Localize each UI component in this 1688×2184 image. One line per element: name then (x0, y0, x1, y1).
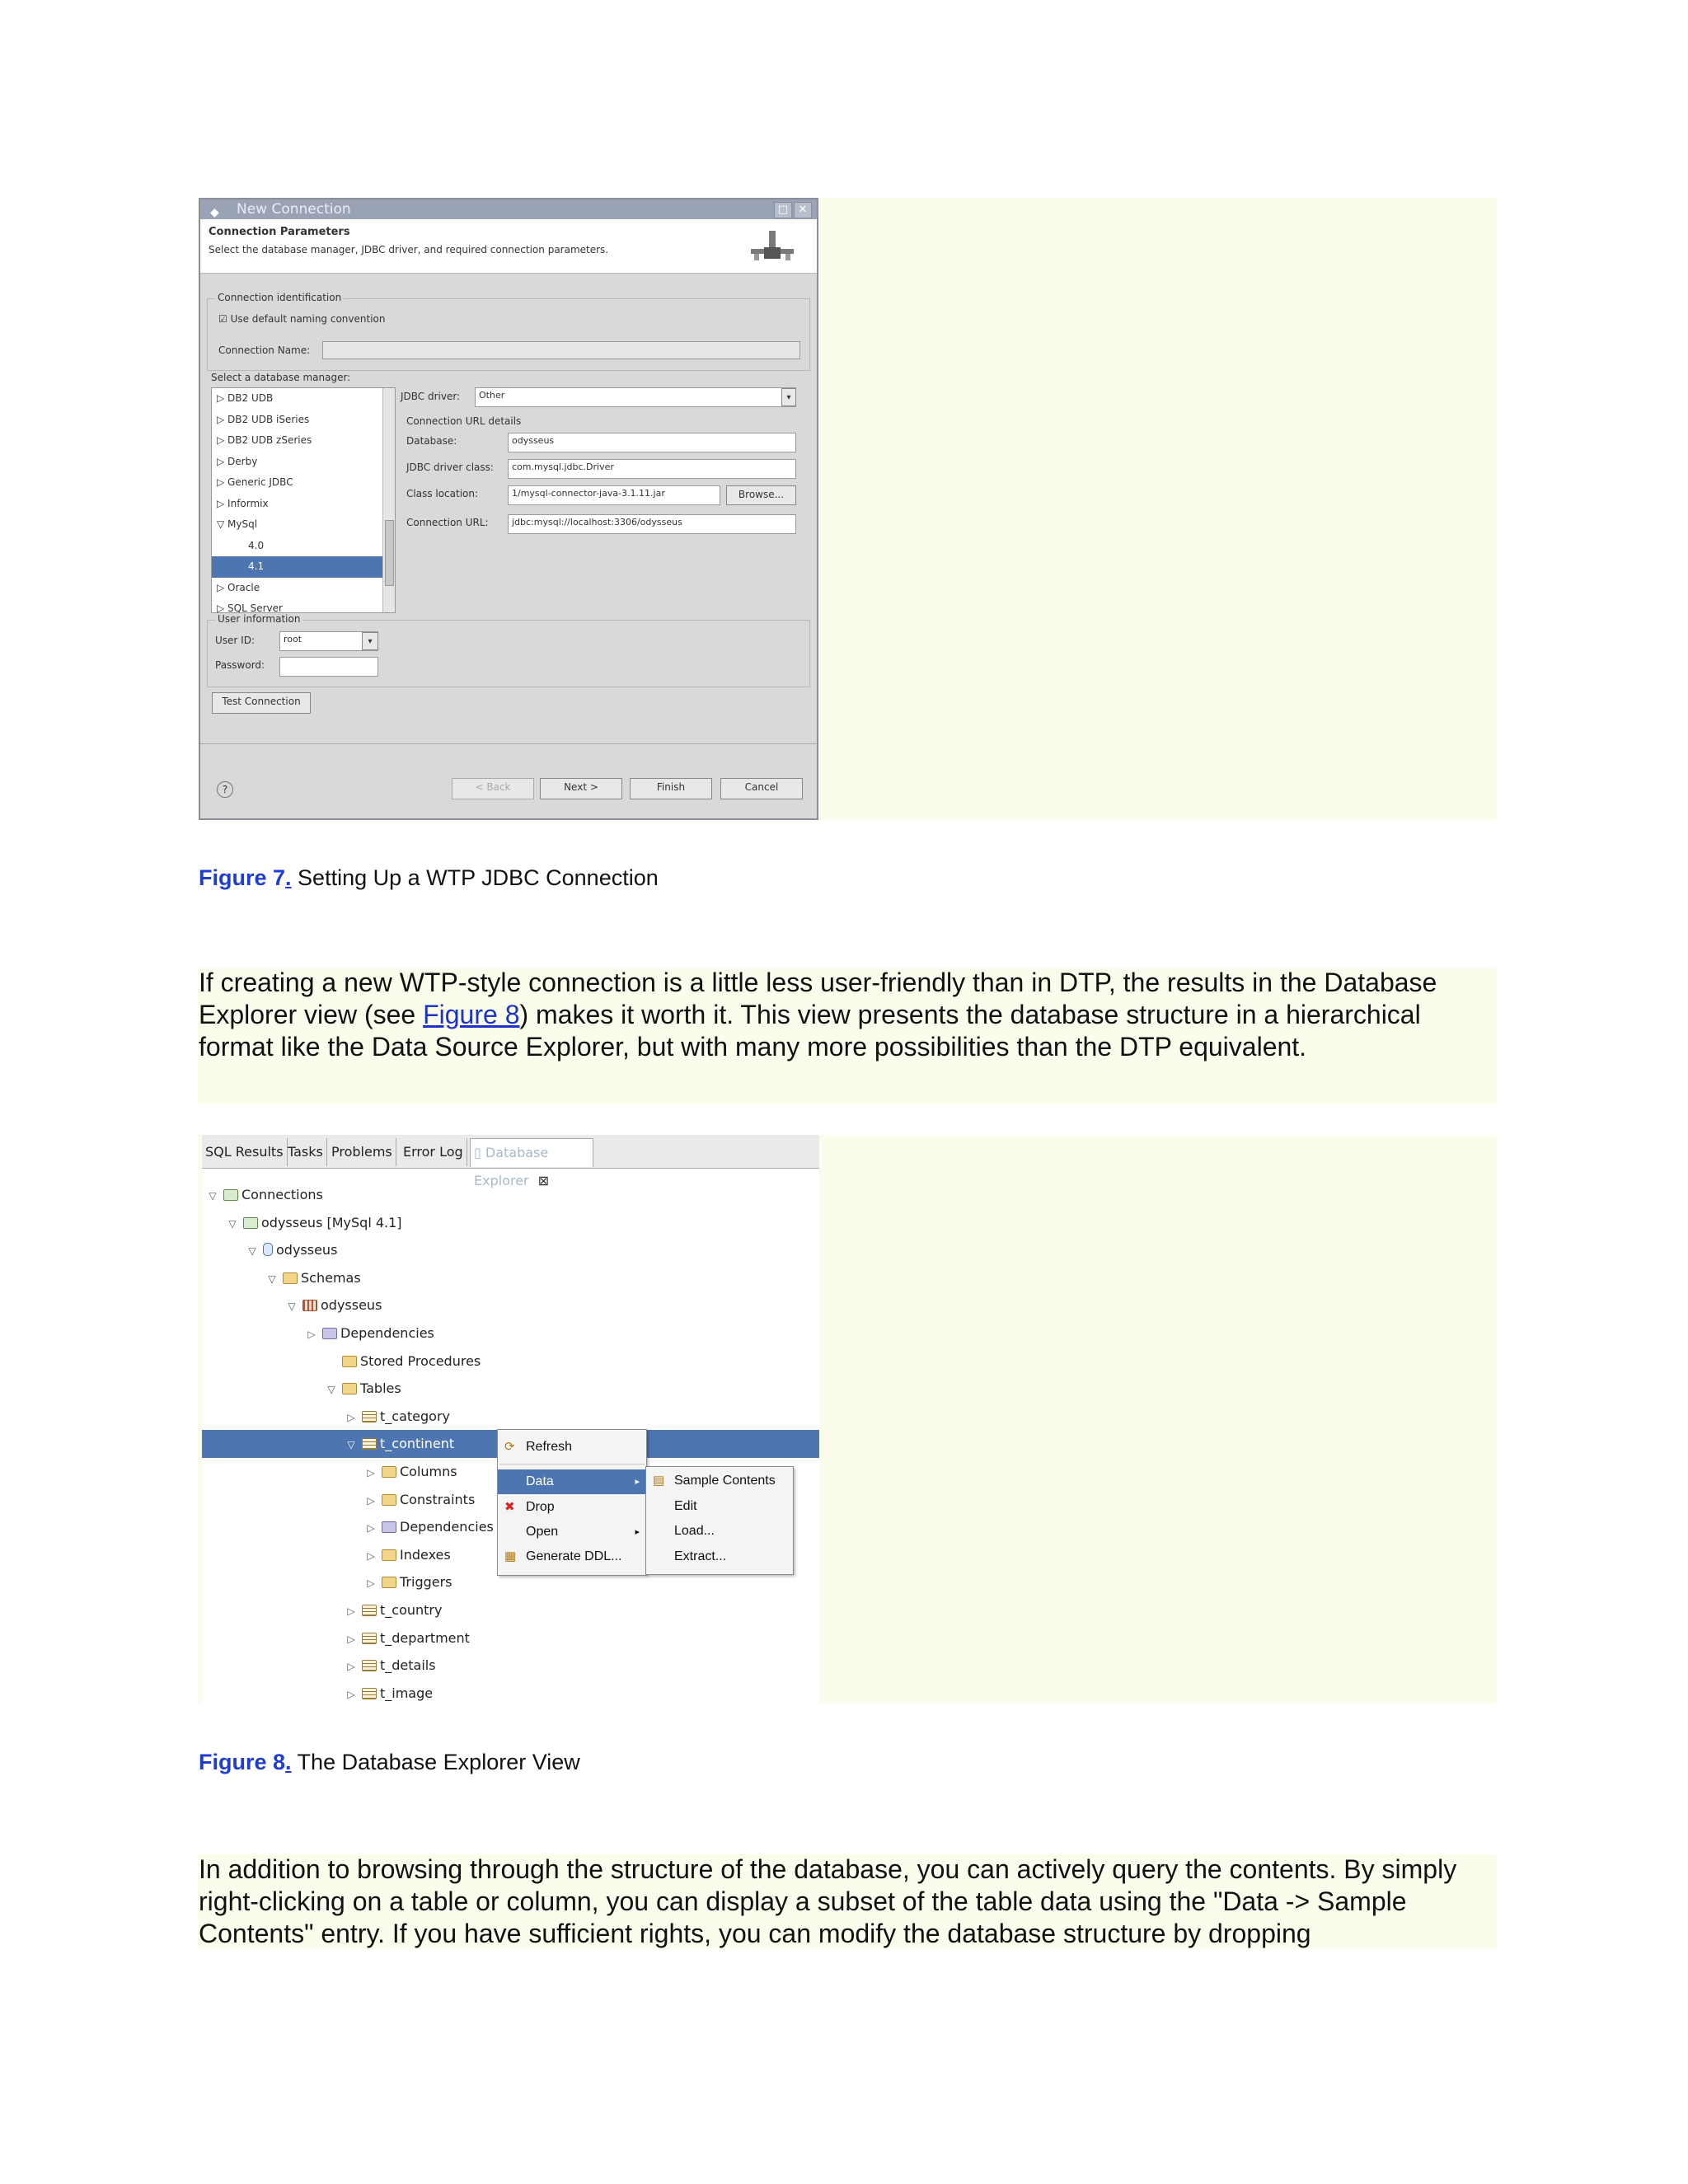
class-location-field[interactable]: 1/mysql-connector-java-3.1.11.jar (508, 485, 720, 505)
folder-icon (342, 1383, 357, 1394)
expand-closed-icon[interactable]: ▷ (367, 1549, 375, 1562)
table-icon (362, 1411, 377, 1422)
tree-row-label: t_image (380, 1685, 434, 1701)
schema-icon (302, 1300, 317, 1311)
expand-closed-icon[interactable]: ▷ (367, 1494, 375, 1507)
pfolder-icon (322, 1328, 337, 1339)
header-description: Select the database manager, JDBC driver, and required connection parameters. (209, 244, 609, 255)
menu-item-label: Drop (526, 1500, 555, 1514)
tree-row[interactable] (202, 1291, 819, 1319)
database-field[interactable]: odysseus (508, 433, 796, 452)
view-tab-bar (202, 1135, 819, 1188)
paragraph1-text-before: If creating a new WTP-style connection is a little less user-friendly than in DTP, the results in the Database Explorer view (see (199, 968, 1437, 1029)
tab-close-icon[interactable]: ⊠ (537, 1173, 550, 1188)
expand-closed-icon[interactable]: ▷ (367, 1467, 375, 1479)
connection-name-field[interactable] (322, 341, 800, 359)
expand-closed-icon[interactable]: ▷ (347, 1661, 355, 1673)
tree-row-label: Dependencies (400, 1519, 494, 1535)
tree-row[interactable] (202, 1319, 819, 1347)
tree-row-label: odysseus (321, 1297, 382, 1314)
figure8-caption-text: The Database Explorer View (291, 1750, 580, 1774)
menu-item-edit[interactable] (646, 1494, 793, 1519)
figure7-caption-link[interactable]: . (285, 865, 292, 890)
back-button[interactable]: < Back (452, 778, 534, 799)
table-icon (362, 1633, 377, 1644)
class-location-label: Class location: (406, 488, 479, 499)
db-manager-tree[interactable] (211, 387, 396, 613)
expand-open-icon[interactable]: ▽ (327, 1384, 335, 1396)
data-submenu (645, 1466, 794, 1575)
tree-item-mysql[interactable]: ▽ MySql (217, 518, 258, 530)
database-explorer-screenshot (202, 1135, 819, 1704)
expand-closed-icon[interactable]: ▷ (347, 1605, 355, 1617)
tree-row[interactable] (202, 1596, 819, 1624)
tree-row[interactable] (202, 1652, 819, 1680)
button-bar-divider (200, 743, 817, 744)
folder-icon (382, 1494, 396, 1506)
expand-closed-icon[interactable]: ▷ (307, 1329, 316, 1340)
select-db-label: Select a database manager: (211, 372, 351, 383)
password-field[interactable] (279, 657, 378, 677)
menu-item-label: Load... (674, 1524, 715, 1538)
menu-item-drop[interactable] (498, 1495, 646, 1520)
tree-row[interactable] (202, 1403, 819, 1431)
tree-row-label: Columns (400, 1464, 457, 1479)
folder-icon (382, 1577, 396, 1588)
menu-item-label: Generate DDL... (526, 1549, 622, 1563)
folder-icon (342, 1356, 357, 1367)
tree-item-mysql-40[interactable]: 4.0 (248, 539, 265, 551)
url-details-label: Connection URL details (406, 415, 522, 427)
table-icon (362, 1605, 377, 1616)
driver-class-field[interactable]: com.mysql.jdbc.Driver (508, 459, 796, 479)
tree-row[interactable] (202, 1209, 819, 1237)
connection-identification-group (207, 298, 810, 371)
tree-item-db2-zseries[interactable]: ▷ DB2 UDB zSeries (217, 434, 312, 446)
table-icon (362, 1438, 377, 1450)
expand-open-icon[interactable]: ▽ (228, 1217, 237, 1230)
menu-item-extract[interactable] (646, 1544, 793, 1569)
menu-item-open[interactable] (498, 1520, 646, 1544)
tree-row-label: Stored Procedures (360, 1352, 481, 1369)
maximize-icon[interactable]: □ (774, 202, 792, 218)
pfolder-icon (382, 1521, 396, 1533)
refresh-icon: ⟳ (504, 1440, 515, 1454)
tree-row-label: Schemas (301, 1269, 361, 1286)
figure8-link[interactable]: Figure 8 (423, 1000, 520, 1029)
dialog-title: New Connection (237, 201, 351, 218)
figure7-caption (199, 865, 659, 891)
tree-row-label: t_continent (380, 1436, 455, 1452)
tree-row[interactable] (202, 1347, 819, 1376)
checkbox-icon: ☑ (218, 313, 231, 325)
context-menu (497, 1429, 647, 1576)
menu-item-label: Edit (674, 1498, 697, 1513)
tree-item-generic-jdbc[interactable]: ▷ Generic JDBC (217, 476, 293, 488)
conn-icon (223, 1189, 238, 1201)
tree-row-label: t_category (380, 1408, 450, 1424)
expand-closed-icon[interactable]: ▷ (367, 1577, 375, 1590)
submenu-arrow-icon: ▸ (635, 1477, 640, 1487)
figure7-caption-prefix: Figure 7 (199, 865, 286, 890)
tree-row-label: t_country (380, 1602, 443, 1618)
tab-tasks[interactable]: Tasks (284, 1138, 327, 1166)
plug-icon (749, 229, 795, 264)
folder-icon (382, 1549, 396, 1561)
tree-row-label: Dependencies (340, 1325, 434, 1341)
expand-closed-icon[interactable]: ▷ (347, 1688, 355, 1700)
tree-row-label: Connections (241, 1187, 323, 1202)
table-icon (362, 1688, 377, 1699)
paragraph1-text-after: ) makes it worth it. This view presents the database structure in a hierarchical format like the Data Source Explorer, but with many more possibilities than the DTP equivalent. (199, 1000, 1421, 1062)
menu-separator (499, 1464, 645, 1465)
help-icon[interactable]: ? (217, 781, 233, 798)
tree-item-mysql-41[interactable]: 4.1 (212, 556, 395, 578)
cancel-button[interactable]: Cancel (720, 778, 803, 799)
expand-closed-icon[interactable]: ▷ (367, 1522, 375, 1535)
tree-item-oracle[interactable]: ▷ Oracle (217, 581, 260, 593)
tab-database-explorer[interactable] (470, 1138, 593, 1188)
new-connection-dialog (199, 198, 818, 820)
figure8-caption-prefix: Figure 8 (199, 1750, 286, 1774)
expand-open-icon[interactable]: ▽ (288, 1301, 296, 1313)
connection-url-label: Connection URL: (406, 517, 489, 528)
db-icon (263, 1243, 273, 1256)
generate-ddl-icon: ▦ (504, 1549, 517, 1563)
conn-icon (243, 1217, 258, 1229)
expand-closed-icon[interactable]: ▷ (347, 1411, 355, 1423)
user-id-field[interactable]: root (279, 631, 378, 651)
use-default-checkbox[interactable] (218, 313, 386, 325)
user-information-label: User information (215, 613, 302, 625)
window-icon: ◆ (210, 206, 219, 219)
test-connection-button[interactable]: Test Connection (212, 692, 311, 714)
tree-row-label: Triggers (400, 1574, 452, 1591)
tree-row-label: Constraints (400, 1491, 476, 1507)
tree-row-label: odysseus (276, 1242, 338, 1258)
menu-item-load[interactable] (646, 1519, 793, 1544)
menu-item-generate-ddl[interactable] (498, 1544, 646, 1569)
connection-identification-label: Connection identification (215, 292, 344, 303)
menu-item-label: Refresh (526, 1440, 573, 1454)
driver-class-label: JDBC driver class: (406, 462, 494, 473)
submenu-arrow-icon: ▸ (635, 1527, 640, 1537)
use-default-label: Use default naming convention (230, 313, 386, 325)
tree-item-db2[interactable]: ▷ DB2 UDB (217, 392, 274, 404)
tree-row-label: Indexes (400, 1546, 451, 1563)
folder-icon (283, 1272, 298, 1284)
finish-button[interactable]: Finish (630, 778, 712, 799)
jdbc-driver-label: JDBC driver: (401, 391, 461, 402)
tree-row[interactable] (202, 1236, 819, 1264)
tree-row[interactable] (202, 1624, 819, 1652)
paragraph-2: In addition to browsing through the structure of the database, you can actively query the contents. By simply right-clicking on a table or column, you can display a subset of the table data using the "Data -> Sample Contents" entry. If you have sufficient rights, you can modify the database structure by dropping (199, 1854, 1457, 1948)
figure7-caption-text: Setting Up a WTP JDBC Connection (291, 865, 659, 890)
paragraph-1 (199, 967, 1484, 1063)
dialog-header (200, 219, 817, 274)
connection-name-label: Connection Name: (218, 344, 311, 356)
tab-problems[interactable]: Problems (328, 1138, 396, 1166)
tab-error-log[interactable]: Error Log (400, 1138, 467, 1166)
next-button[interactable]: Next > (540, 778, 622, 799)
password-label: Password: (215, 659, 265, 671)
tree-row[interactable] (202, 1181, 819, 1209)
tree-item-derby[interactable]: ▷ Derby (217, 455, 258, 467)
tree-row[interactable] (202, 1680, 819, 1708)
tree-row[interactable] (202, 1264, 819, 1292)
chevron-down-icon[interactable]: ▾ (781, 388, 796, 406)
tab-database-explorer-label: Database Explorer (474, 1145, 549, 1188)
tree-item-sqlserver[interactable]: ▷ SQL Server (217, 602, 283, 613)
user-information-group (207, 620, 810, 687)
tree-item-db2-iseries[interactable]: ▷ DB2 UDB iSeries (217, 413, 310, 425)
scrollbar-thumb[interactable] (385, 520, 394, 586)
user-id-dropdown-icon[interactable]: ▾ (362, 632, 378, 650)
table-icon (362, 1660, 377, 1671)
menu-item-refresh[interactable] (498, 1435, 646, 1460)
tree-item-informix[interactable]: ▷ Informix (217, 497, 269, 509)
menu-item-label: Open (526, 1525, 559, 1539)
expand-closed-icon[interactable]: ▷ (347, 1633, 355, 1645)
tree-row[interactable] (202, 1375, 819, 1403)
figure8-caption (199, 1750, 580, 1775)
connection-url-field[interactable]: jdbc:mysql://localhost:3306/odysseus (508, 514, 796, 534)
user-id-label: User ID: (215, 635, 255, 646)
folder-icon (382, 1466, 396, 1478)
tree-row-label: odysseus [MySql 4.1] (261, 1214, 402, 1230)
dialog-title-bar (200, 199, 817, 219)
expand-open-icon[interactable]: ▽ (248, 1245, 256, 1258)
menu-item-label: Extract... (674, 1549, 727, 1563)
tab-sql-results[interactable]: SQL Results (202, 1138, 288, 1166)
close-icon[interactable]: ✕ (794, 202, 812, 218)
expand-open-icon[interactable]: ▽ (347, 1439, 355, 1451)
tree-row-label: t_department (380, 1629, 470, 1646)
database-explorer-icon: ▯ (474, 1145, 485, 1160)
drop-icon: ✖ (504, 1500, 515, 1514)
figure8-caption-link[interactable]: . (285, 1750, 292, 1774)
expand-open-icon[interactable]: ▽ (268, 1272, 276, 1285)
browse-button[interactable]: Browse... (726, 485, 796, 505)
tree-scrollbar[interactable] (382, 388, 395, 612)
menu-item-label: Data (526, 1474, 554, 1488)
jdbc-driver-select[interactable]: Other (475, 387, 796, 407)
menu-item-label: Sample Contents (674, 1474, 776, 1488)
tree-row-label: t_details (380, 1657, 436, 1674)
database-label: Database: (406, 435, 457, 447)
expand-open-icon[interactable]: ▽ (209, 1190, 217, 1202)
header-title: Connection Parameters (209, 226, 350, 238)
menu-item-sample-contents[interactable] (646, 1469, 793, 1493)
tree-row-label: Tables (360, 1380, 401, 1397)
sample-contents-icon: ▤ (653, 1474, 665, 1488)
menu-item-data[interactable] (498, 1469, 646, 1494)
